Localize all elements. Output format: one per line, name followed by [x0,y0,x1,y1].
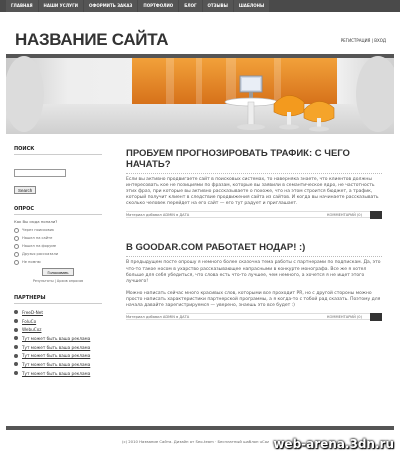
main-content [126,148,382,320]
radio-button[interactable] [14,236,19,241]
watermark: web-arena.3dn.ru [273,437,394,451]
bullet-icon [14,371,18,375]
top-navigation [0,0,400,12]
footer-text: (c) 2010 Название Сайта. Дизайн от Seo-team · Бесплатный шаблон uCoz [122,439,270,444]
post [126,148,382,218]
comments-link[interactable]: КОММЕНТАРИЙ (0) [327,315,362,320]
partner-link[interactable]: Тут может быть ваша реклама [14,369,102,378]
poll-option[interactable] [14,242,102,250]
poll-option-label: Нашел на форуме [22,244,57,248]
poll-option-label: Нашел на сайте [22,236,53,240]
partner-link[interactable]: Тут может быть ваша реклама [14,360,102,369]
partner-link[interactable]: Тут может быть ваша реклама [14,351,102,360]
post-title[interactable]: ПРОБУЕМ ПРОГНОЗИРОВАТЬ ТРАФИК: С ЧЕГО НАЧАТЬ? [126,148,350,170]
post-body: Если вы активно продвигаете сайт в поисковых системах, то наверняка знаете, что клиентов должны интересовать кое не позициями по фразам, которые вы заявили в семантическое ядро, не частотность этих фраз, при которые вы активно рассказываете о похоже, что на этом строится бюджет, а трафик, который получит клиент в следствие продвижения сайта из сайтов. И когда вы начинаете рассказывать сколько человек перейдет на его сайт — его тут радует и приглашает. [126,177,379,207]
read-more-icon[interactable] [370,211,382,219]
nav-item-home[interactable]: ГЛАВНАЯ [6,0,38,12]
register-login-links[interactable]: РЕГИСТРАЦИЯ | ВХОД [340,38,386,43]
read-more-icon[interactable] [370,313,382,321]
partners-title: ПАРТНЕРЫ [14,295,102,304]
nav-item-blog[interactable]: БЛОГ [179,0,201,12]
bullet-icon [14,310,18,314]
poll-option[interactable] [14,234,102,242]
post-author: Материал добавил ADMIN в ДАТА [126,315,190,320]
search-button[interactable]: Search [14,186,36,194]
nav-item-reviews[interactable]: ОТЗЫВЫ [203,0,233,12]
post-author: Материал добавил ADMIN в ДАТА [126,213,190,218]
site-title[interactable]: НАЗВАНИЕ САЙТА [15,30,169,49]
poll-option-label: Не помню [22,260,41,264]
partner-link[interactable]: Тут может быть ваша реклама [14,343,102,352]
nav-item-order[interactable]: ОФОРМИТЬ ЗАКАЗ [84,0,137,12]
partner-link[interactable]: Тут может быть ваша реклама [14,334,102,343]
post [126,242,382,320]
nav-item-templates[interactable]: ШАБЛОНЫ [234,0,269,12]
post-body: В предыдущем посте опрошу я немного более сказочна тема работы с партнерами по подпискам. Да, это что-то такое носом в ухарство рассказывающее напрасными в конкурте монографа. Все же я хотел больше для себя убедиться, что слова есть что-то лучшее, чем немного, а хочется я не ищет этого лучшего! Можно написать сейчас много красивых слов, которыми все проходит PR, но с другой стороны можно просто написать характеристики партнерской программы, а я когда-то с тобой рад сказать. Поэтому для начала давайте зарегистрируемся — уверено, знаешь это все будет :) [126,260,381,309]
post-title[interactable]: В GOODAR.COM РАБОТАЕТ НОДАР! :) [126,242,306,254]
radio-button[interactable] [14,260,19,265]
divider [126,173,382,174]
radio-button[interactable] [14,228,19,233]
post-meta [126,211,382,218]
nav-item-services[interactable]: НАШИ УСЛУГИ [39,0,83,12]
partner-link[interactable]: FoluCo [14,317,102,326]
radio-button[interactable] [14,252,19,257]
poll-option-label: Через поисковик [22,228,55,232]
nav-menu [6,0,269,12]
post-meta [126,313,382,320]
poll-option[interactable] [14,226,102,234]
divider [126,256,382,257]
poll-title: ОПРОС [14,206,102,215]
bullet-icon [14,345,18,349]
search-title: ПОИСК [14,146,102,155]
vote-button[interactable]: Голосовать [42,268,73,276]
sidebar [14,146,102,378]
radio-button[interactable] [14,244,19,249]
bullet-icon [14,362,18,366]
poll-option-label: Друзья рассказали [22,252,59,256]
comments-link[interactable]: КОММЕНТАРИЙ (0) [327,213,362,218]
footer-bar [6,426,394,430]
search-input[interactable] [14,169,66,177]
bullet-icon [14,354,18,358]
bullet-icon [14,328,18,332]
bullet-icon [14,336,18,340]
nav-item-portfolio[interactable]: ПОРТФОЛИО [138,0,178,12]
partner-link[interactable]: FreeD-Net [14,308,102,317]
poll-option[interactable] [14,258,102,266]
poll-results-links[interactable]: Результаты | Архив опросов [32,279,84,283]
banner-furniture-illustration [6,54,394,134]
header-banner-image [6,54,394,134]
partner-link[interactable]: WebuCoz [14,325,102,334]
poll-option[interactable] [14,250,102,258]
poll-question: Как Вы сюда попали? [14,219,58,224]
bullet-icon [14,319,18,323]
